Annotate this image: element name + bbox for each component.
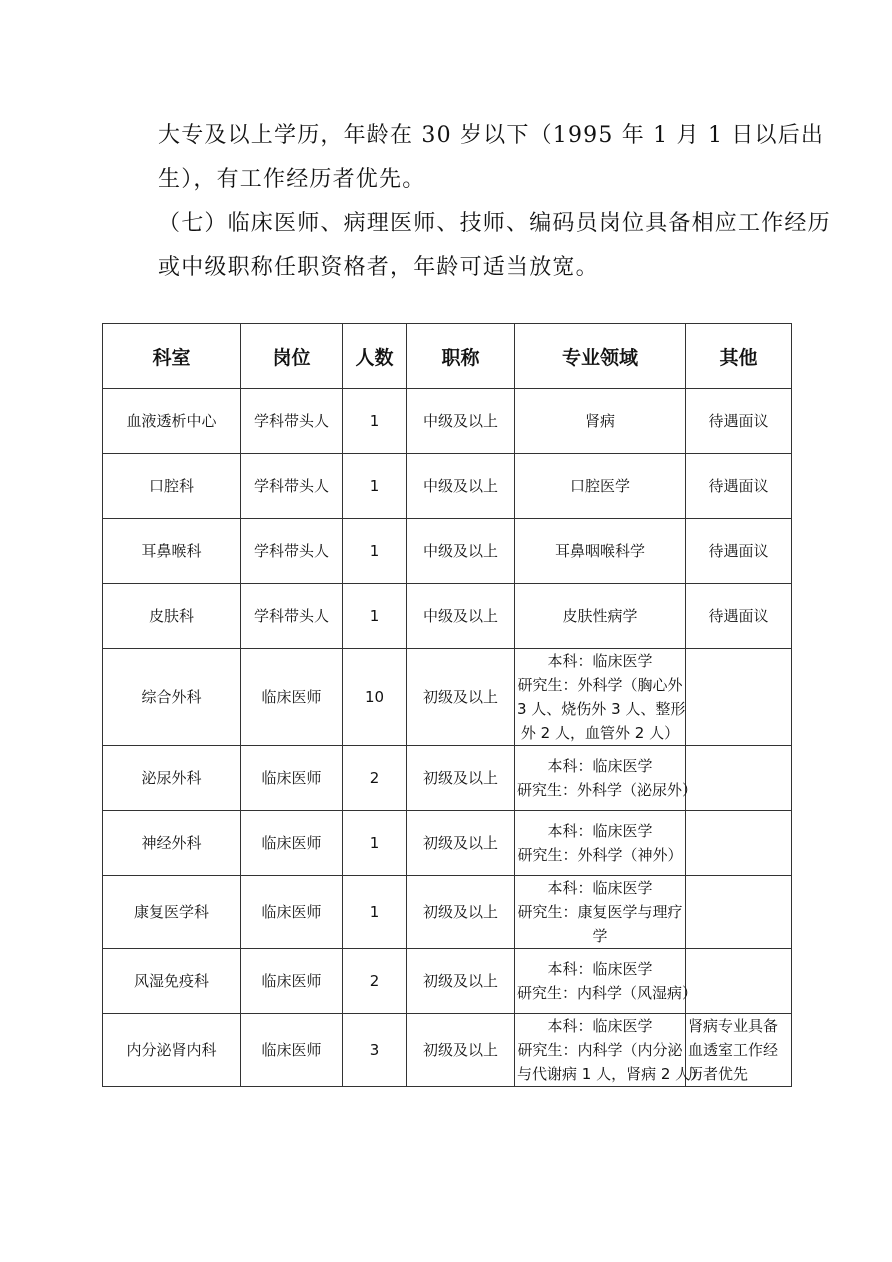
title-cell: 初级及以上 xyxy=(407,876,515,949)
table-row xyxy=(103,1014,792,1087)
title-cell: 中级及以上 xyxy=(407,519,515,584)
other-cell: 肾病专业具备血透室工作经历者优先 xyxy=(686,1014,792,1087)
table-row xyxy=(103,876,792,949)
header-field: 专业领域 xyxy=(515,324,686,389)
field-line: 研究生：内科学（内分泌 xyxy=(517,1041,683,1059)
field-cell xyxy=(515,519,686,584)
dept-cell: 康复医学科 xyxy=(103,876,241,949)
dept-cell: 内分泌肾内科 xyxy=(103,1014,241,1087)
post-cell: 学科带头人 xyxy=(241,454,343,519)
other-cell: 待遇面议 xyxy=(686,519,792,584)
field-line: 本科：临床医学 xyxy=(547,1017,653,1035)
other-cell xyxy=(686,949,792,1014)
dept-cell: 皮肤科 xyxy=(103,584,241,649)
field-line: 本科：临床医学 xyxy=(547,757,653,775)
dept-cell: 血液透析中心 xyxy=(103,389,241,454)
other-cell: 待遇面议 xyxy=(686,454,792,519)
dept-cell: 综合外科 xyxy=(103,649,241,746)
field-line: 本科：临床医学 xyxy=(547,652,653,670)
title-cell: 初级及以上 xyxy=(407,746,515,811)
other-cell xyxy=(686,811,792,876)
count-cell: 1 xyxy=(343,454,407,519)
field-line: 研究生：外科学（神外） xyxy=(517,846,683,864)
title-cell: 初级及以上 xyxy=(407,949,515,1014)
field-line: 本科：临床医学 xyxy=(547,960,653,978)
dept-cell: 口腔科 xyxy=(103,454,241,519)
post-cell: 临床医师 xyxy=(241,876,343,949)
table-row xyxy=(103,584,792,649)
field-line: 3 人、烧伤外 3 人、整形 xyxy=(517,700,686,718)
field-cell xyxy=(515,876,686,949)
field-line: 口腔医学 xyxy=(569,477,630,495)
table-row xyxy=(103,746,792,811)
header-dept: 科室 xyxy=(103,324,241,389)
count-cell: 1 xyxy=(343,811,407,876)
table-row xyxy=(103,519,792,584)
intro-paragraph-1: 大专及以上学历，年龄在 30 岁以下（1995 年 1 月 1 日以后出生），有工作经历者优先。 xyxy=(158,123,825,192)
count-cell: 1 xyxy=(343,519,407,584)
header-count: 人数 xyxy=(343,324,407,389)
post-cell: 临床医师 xyxy=(241,649,343,746)
post-cell: 学科带头人 xyxy=(241,584,343,649)
title-cell: 中级及以上 xyxy=(407,389,515,454)
header-other: 其他 xyxy=(686,324,792,389)
table-row xyxy=(103,949,792,1014)
field-cell xyxy=(515,649,686,746)
positions-table xyxy=(102,323,792,1087)
dept-cell: 神经外科 xyxy=(103,811,241,876)
field-line: 本科：临床医学 xyxy=(547,879,653,897)
post-cell: 临床医师 xyxy=(241,811,343,876)
dept-cell: 泌尿外科 xyxy=(103,746,241,811)
field-cell xyxy=(515,389,686,454)
field-line: 学 xyxy=(592,927,608,945)
post-cell: 学科带头人 xyxy=(241,389,343,454)
post-cell: 临床医师 xyxy=(241,1014,343,1087)
post-cell: 学科带头人 xyxy=(241,519,343,584)
other-cell xyxy=(686,649,792,746)
title-cell: 初级及以上 xyxy=(407,811,515,876)
field-line: 研究生：康复医学与理疗 xyxy=(517,903,683,921)
intro-paragraph-2: （七）临床医师、病理医师、技师、编码员岗位具备相应工作经历或中级职称任职资格者，年龄可适当放宽。 xyxy=(158,211,831,280)
field-cell xyxy=(515,949,698,1014)
field-line: 耳鼻咽喉科学 xyxy=(554,542,645,560)
dept-cell: 风湿免疫科 xyxy=(103,949,241,1014)
field-line: 外 2 人，血管外 2 人） xyxy=(520,724,680,742)
table-row xyxy=(103,389,792,454)
header-post: 岗位 xyxy=(241,324,343,389)
field-line: 与代谢病 1 人，肾病 2 人） xyxy=(517,1065,706,1083)
title-cell: 中级及以上 xyxy=(407,454,515,519)
count-cell: 3 xyxy=(343,1014,407,1087)
field-cell xyxy=(515,811,686,876)
other-cell: 待遇面议 xyxy=(686,389,792,454)
table-row xyxy=(103,649,792,746)
table-row xyxy=(103,454,792,519)
field-line: 皮肤性病学 xyxy=(562,607,638,625)
count-cell: 1 xyxy=(343,389,407,454)
field-line: 研究生：外科学（泌尿外） xyxy=(517,781,698,799)
title-cell: 初级及以上 xyxy=(407,649,515,746)
field-cell xyxy=(515,746,698,811)
count-cell: 2 xyxy=(343,746,407,811)
title-cell: 初级及以上 xyxy=(407,1014,515,1087)
other-cell xyxy=(686,876,792,949)
field-line: 研究生：外科学（胸心外 xyxy=(517,676,683,694)
count-cell: 10 xyxy=(343,649,407,746)
header-title: 职称 xyxy=(407,324,515,389)
field-cell xyxy=(515,584,686,649)
count-cell: 2 xyxy=(343,949,407,1014)
field-cell xyxy=(515,1014,706,1087)
dept-cell: 耳鼻喉科 xyxy=(103,519,241,584)
other-cell xyxy=(686,746,792,811)
field-line: 肾病 xyxy=(584,412,615,430)
other-cell: 待遇面议 xyxy=(686,584,792,649)
table-header-row xyxy=(103,324,792,389)
field-line: 研究生：内科学（风湿病） xyxy=(517,984,698,1002)
field-line: 本科：临床医学 xyxy=(547,822,653,840)
table-row xyxy=(103,811,792,876)
count-cell: 1 xyxy=(343,876,407,949)
post-cell: 临床医师 xyxy=(241,949,343,1014)
count-cell: 1 xyxy=(343,584,407,649)
title-cell: 中级及以上 xyxy=(407,584,515,649)
post-cell: 临床医师 xyxy=(241,746,343,811)
field-cell xyxy=(515,454,686,519)
